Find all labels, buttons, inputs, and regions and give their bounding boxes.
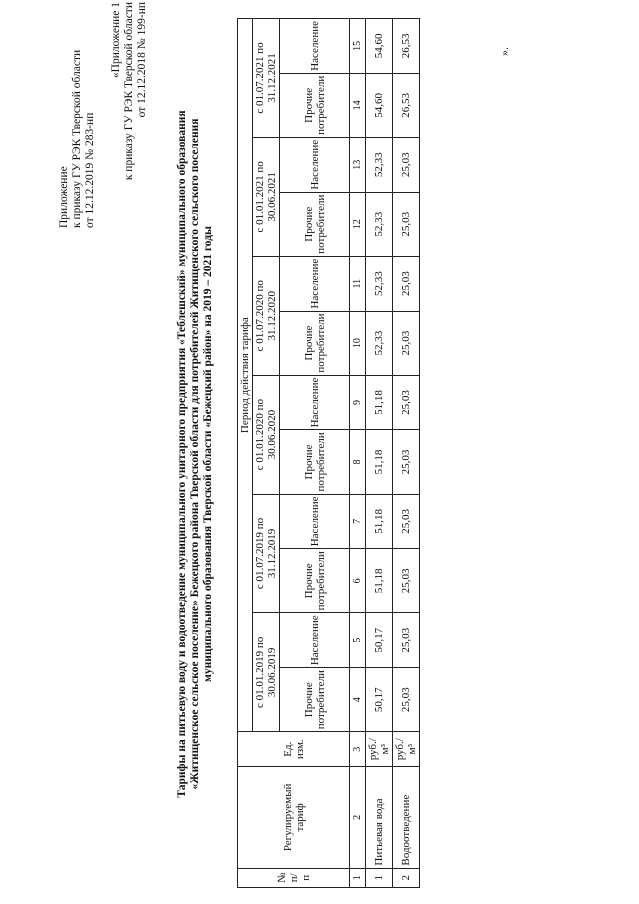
cell: 25,03: [393, 256, 420, 311]
cell: 25,03: [393, 613, 420, 668]
appendix-line: к приказу ГУ РЭК Тверской области: [123, 2, 135, 181]
header-period-6: с 01.07.2021 по 31.12.2021: [253, 19, 280, 138]
header-other: Прочие потребители: [280, 192, 350, 256]
table-row: [393, 19, 420, 888]
cell: 26,53: [393, 19, 420, 74]
tariff-table: [237, 18, 420, 888]
header-tariff: Регулируемый тариф: [238, 767, 350, 868]
column-number: 6: [350, 549, 366, 613]
header-population: Население: [280, 613, 350, 668]
cell: 52,33: [366, 137, 393, 192]
header-unit: Ед. изм.: [238, 732, 350, 767]
column-number: 12: [350, 192, 366, 256]
cell: 25,03: [393, 430, 420, 494]
header-period-2: с 01.07.2019 по 31.12.2019: [253, 494, 280, 613]
cell: Водоотведение: [393, 767, 420, 868]
document-title: [176, 24, 215, 884]
cell: 51,18: [366, 549, 393, 613]
cell: 52,33: [366, 311, 393, 375]
cell: 51,18: [366, 494, 393, 549]
column-number: 15: [350, 19, 366, 74]
cell: 54,60: [366, 73, 393, 137]
header-population: Население: [280, 19, 350, 74]
cell: 52,33: [366, 192, 393, 256]
header-population: Население: [280, 494, 350, 549]
appendix-line: Приложение: [58, 166, 70, 228]
cell: 25,03: [393, 494, 420, 549]
column-number: 8: [350, 430, 366, 494]
column-number: 5: [350, 613, 366, 668]
header-period-3: с 01.01.2020 по 30.06.2020: [253, 375, 280, 494]
header-other: Прочие потребители: [280, 668, 350, 732]
column-number: 9: [350, 375, 366, 430]
appendix-line: от 12.12.2019 № 283-нп: [84, 112, 96, 228]
cell: 52,33: [366, 256, 393, 311]
header-other: Прочие потребители: [280, 430, 350, 494]
header-period-4: с 01.07.2020 по 31.12.2020: [253, 256, 280, 375]
closing-mark: ».: [497, 47, 511, 56]
header-population: Население: [280, 256, 350, 311]
cell: 54,60: [366, 19, 393, 74]
cell: 25,03: [393, 668, 420, 732]
column-number: 4: [350, 668, 366, 732]
cell: 26,53: [393, 73, 420, 137]
column-number: 2: [350, 767, 366, 868]
cell: Питьевая вода: [366, 767, 393, 868]
column-number: 10: [350, 311, 366, 375]
column-number: 1: [350, 868, 366, 887]
cell: 25,03: [393, 549, 420, 613]
header-other: Прочие потребители: [280, 73, 350, 137]
header-number: № п/п: [238, 868, 350, 887]
title-line: муниципального образования Тверской области «Бежецкий район» на 2019 – 2021 годы: [202, 226, 214, 682]
column-number: 11: [350, 256, 366, 311]
column-number: 3: [350, 732, 366, 767]
cell: 50,17: [366, 613, 393, 668]
header-other: Прочие потребители: [280, 311, 350, 375]
appendix-header-previous: [110, 2, 149, 232]
column-number-row: [350, 19, 366, 888]
column-number: 7: [350, 494, 366, 549]
header-period: Период действия тарифа: [238, 19, 253, 732]
appendix-line: «Приложение 1: [110, 2, 122, 79]
column-number: 14: [350, 73, 366, 137]
cell: 1: [366, 868, 393, 887]
table-row: [366, 19, 393, 888]
header-population: Население: [280, 137, 350, 192]
cell: 25,03: [393, 192, 420, 256]
column-number: 13: [350, 137, 366, 192]
cell: руб./м³: [366, 732, 393, 767]
cell: 25,03: [393, 375, 420, 430]
appendix-header: [58, 18, 97, 228]
header-period-1: с 01.01.2019 по 30.06.2019: [253, 613, 280, 732]
cell: 51,18: [366, 430, 393, 494]
cell: руб./м³: [393, 732, 420, 767]
cell: 2: [393, 868, 420, 887]
appendix-line: от 12.12.2018 № 199-нп: [136, 2, 148, 118]
cell: 51,18: [366, 375, 393, 430]
appendix-line: к приказу ГУ РЭК Тверской области: [71, 49, 83, 228]
cell: 50,17: [366, 668, 393, 732]
title-line: Тарифы на питьевую воду и водоотведение муниципального унитарного предприятия «Теблешский» муниципального образования: [176, 110, 188, 798]
cell: 25,03: [393, 311, 420, 375]
header-period-5: с 01.01.2021 по 30.06.2021: [253, 137, 280, 256]
header-other: Прочие потребители: [280, 549, 350, 613]
title-line: «Житищенское сельское поселение» Бежецкого района Тверской области для потребителей Житищенского сельского поселения: [189, 118, 201, 790]
cell: 25,03: [393, 137, 420, 192]
header-population: Население: [280, 375, 350, 430]
